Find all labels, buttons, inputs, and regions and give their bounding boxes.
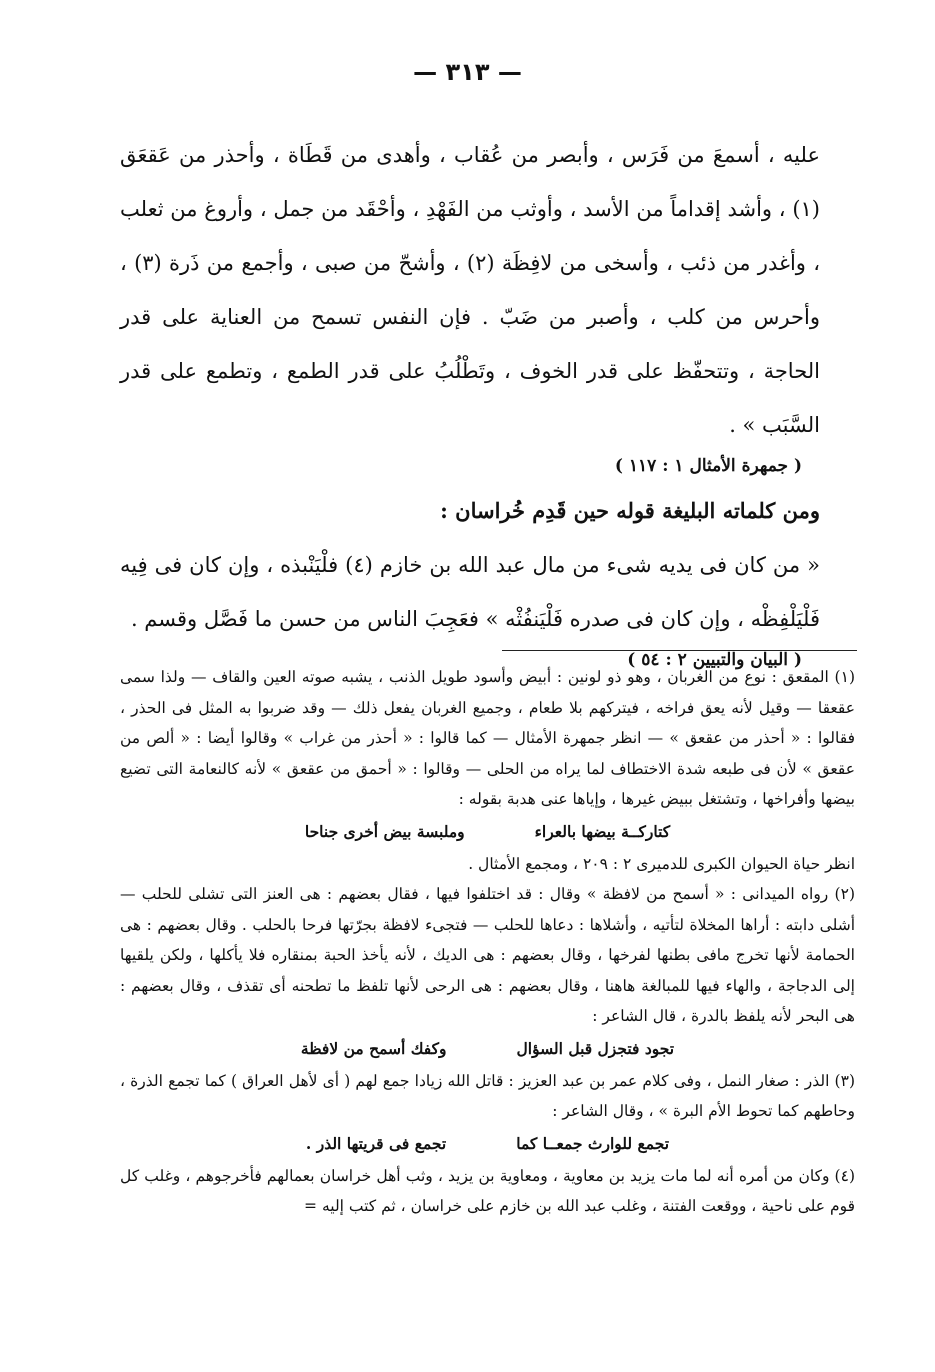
verse-hemistich: وملبسة بيض أخرى جناحا xyxy=(304,821,465,841)
intro-line: ومن كلماته البليغة قوله حين قَدِم خُراسان : xyxy=(440,498,820,523)
footnote-2: (٢) رواه الميدانى : « أسمح من لافظة » وقال : قد اختلفوا فيها ، فقال بعضهم : هى العنز التى تشلى للحلب — أشلى دابته : أراها المخلاة لتأتيه ، وأشلاها : دعاها للحلب — فتجىء لافظة بجرّتها فرحا بالحلب . وقال بعضهم : هى الحمامة لأنها تخرج مافى بطنها لفرخها ، وقال بعضهم : هى الديك ، لأنه يأخذ الحبة بمنقاره فلا يأكلها ، ولكن يلقيها إلى الدجاجة ، والهاء فيها للمبالغة هاهنا ، وقال بعضهم : هى الرحى لأنها تلفظ ما تطحنه أى تقذف ، وقال بعضهم : هى البحر لأنه يلفظ بالدرة ، قال الشاعر : xyxy=(120,885,855,1025)
verse-hemistich: كتاركــة بيضها بالعراء xyxy=(534,821,671,841)
verse-hemistich: تجمع فى قريتها الذر . xyxy=(305,1133,447,1153)
verse-hemistich: تجمع للوارث جمعــا كما xyxy=(516,1133,670,1153)
footnote-1-verse xyxy=(120,815,855,849)
footnote-divider xyxy=(502,650,857,651)
main-paragraph-2: « من كان فى يديه شىء من مال عبد الله بن خازم (٤) فلْيَنْبذه ، وإن كان فى فِيه فَلْيَلْفِظْه ، وإن كان فى صدره فَلْيَنفُثْه » فعَجِبَ الناس من حسن ما فَصَّل وقسم . xyxy=(120,553,820,631)
footnote-3-verse xyxy=(120,1127,855,1161)
main-text xyxy=(120,128,820,674)
verse-hemistich: تجود فتجزل قبل السؤال xyxy=(516,1038,675,1058)
citation-2: ( البيان والتبيين ٢ : ٥٤ ) xyxy=(627,650,802,670)
footnote-2-verse xyxy=(120,1032,855,1066)
main-paragraph-1: عليه ، أسمعَ من فَرَس ، وأبصر من عُقاب ، وأهدى من قَطَاة ، وأحذر من عَقعَق (١) ، وأشد إقداماً من الأسد ، وأوثب من الفَهْدِ ، وأحْقَد من جمل ، وأروغ من ثعلب ، وأغدر من ذئب ، وأسخى من لافِظَة (٢) ، وأشحّ من صبى ، وأجمع من ذَرة (٣) ، وأحرس من كلب ، وأصبر من ضَبّ . فإن النفس تسمح من العناية على قدر الحاجة ، وتتحفّظ على قدر الخوف ، وتَطْلُبُ على قدر الطمع ، وتطمع على قدر السَّبَب » . xyxy=(120,143,820,437)
page-number: — ٣١٣ — xyxy=(413,58,522,86)
footnote-3: (٣) الذر : صغار النمل ، وفى كلام عمر بن عبد العزيز : قاتل الله زيادا جمع لهم ( أى لأهل العراق ) كما تجمع الذرة ، وحاطهم كما تحوط الأم البرة » ، وقال الشاعر : xyxy=(120,1071,855,1120)
citation-1: ( جمهرة الأمثال ١ : ١١٧ ) xyxy=(614,456,802,476)
footnote-4: (٤) وكان من أمره أنه لما مات يزيد بن معاوية ، ومعاوية بن يزيد ، وثب أهل خراسان بعمالهم فأخرجوهم ، وغلب كل قوم على ناحية ، ووقعت الفتنة ، وغلب عبد الله بن خازم على خراسان ، ثم كتب إليه = xyxy=(120,1166,855,1215)
footnote-1: (١) المقعق : نوع من الغربان ، وهو ذو لونين : أبيض وأسود طويل الذنب ، يشبه صوته العين والقاف — ولذا سمى عقعقا — وقيل لأنه يعق فراخه ، فيتركهم بلا طعام ، وجميع الغربان يفعل ذلك — وقد ضربوا به المثل فى الحذر ، فقالوا : « أحذر من عقعق » — انظر جمهرة الأمثال — كما قالوا : « أحذر من غراب » وقالوا أيضا : « ألص من عقعق » لأن فى طبعه شدة الاختطاف لما يراه من الحلى — وقالوا : « أحمق من عقعق » لأنه كالنعامة التى تضيع بيضها وأفراخها ، وتشتغل ببيض غيرها ، وإياها عنى هدبة بقوله : xyxy=(120,668,855,808)
footnotes xyxy=(120,662,855,1222)
verse-hemistich: وكفك أسمح من لافظة xyxy=(300,1038,447,1058)
footnote-1-reference: انظر حياة الحيوان الكبرى للدميرى ٢ : ٢٠٩ ، ومجمع الأمثال . xyxy=(468,854,855,873)
